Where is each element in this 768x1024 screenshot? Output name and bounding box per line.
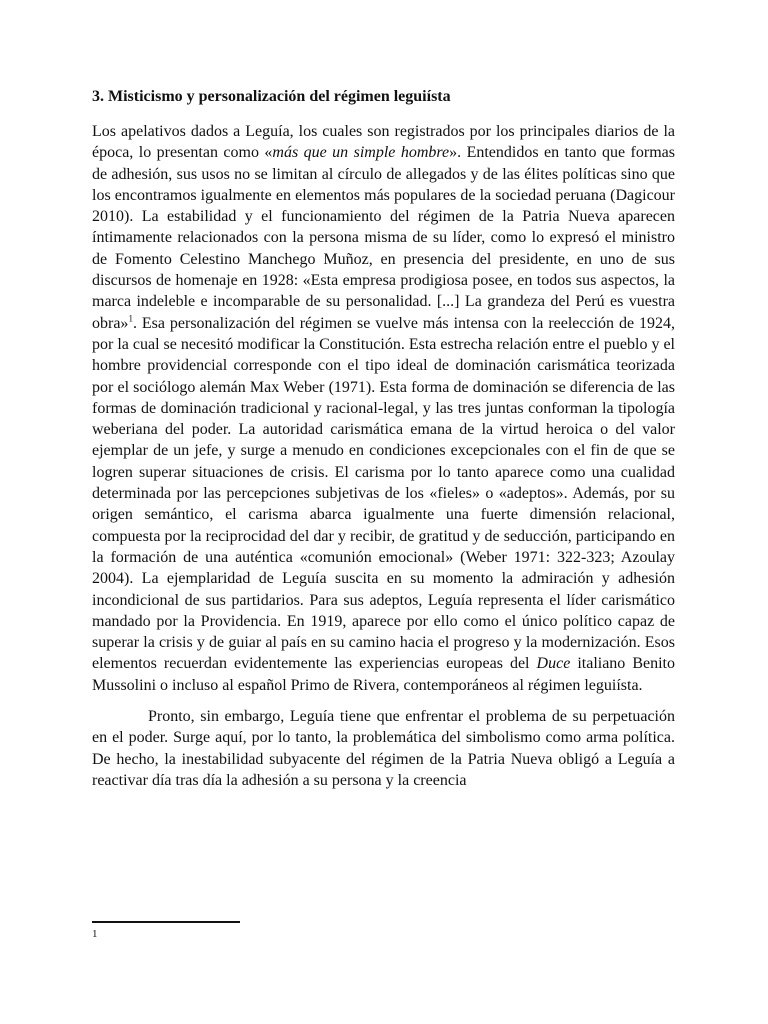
section-heading: 3. Misticismo y personalización del régimen leguiísta xyxy=(92,88,451,105)
paragraph-1-part-g: italiano Benito Mussolini o incluso al español Primo de Rivera, contemporáneos al régimen leguiísta. xyxy=(92,655,675,694)
document-page xyxy=(92,86,675,791)
paragraph-1-part-a: Los apelativos dados a Leguía, los cuales son registrados por los principales diarios de la época, lo presentan como « xyxy=(92,123,675,162)
footnote-divider xyxy=(92,921,240,923)
paragraph-1 xyxy=(92,121,675,696)
paragraph-1-part-c: ». Entendidos en tanto que formas de adhesión, sus usos no se limitan al círculo de allegados y de las élites políticas sino que los encontramos igualmente en elementos más populares de la sociedad peruana (Dagicour 2010). La estabilidad y el funcionamiento del régimen de la Patria Nueva aparecen íntimamente relacionados con la persona misma de su líder, como lo expresó el ministro de Fomento Celestino Manchego Muñoz, en presencia del presidente, en uno de sus discursos de homenaje en 1928: «Esta empresa prodigiosa posee, en todos sus aspectos, la marca indeleble e incomparable de su personalidad. [...] La grandeza del Perú es vuestra obra» xyxy=(92,144,675,332)
italic-phrase: más que un simple hombre xyxy=(272,144,450,162)
italic-duce: Duce xyxy=(536,655,571,673)
footnote-reference[interactable]: 1 xyxy=(128,313,133,324)
paragraph-1-part-e: . Esa personalización del régimen se vuelve más intensa con la reelección de 1924, por la cual se necesitó modificar la Constitución. Esta estrecha relación entre el pueblo y el hombre providencial corresponde con el tipo ideal de dominación carismática teorizada por el sociólogo alemán Max Weber (1971). Esta forma de dominación se diferencia de las formas de dominación tradicional y racional-legal, y las tres juntas conforman la tipología weberiana del poder. La autoridad carismática emana de la virtud heroica o del valor ejemplar de un jefe, y surge a menudo en condiciones excepcionales con el fin de que se logren superar situaciones de crisis. El carisma por lo tanto aparece como una cualidad determinada por las percepciones subjetivas de los «fieles» o «adeptos». Además, por su origen semántico, el carisma abarca igualmente una fuerte dimensión relacional, compuesta por la reciprocidad del dar y recibir, de gratitud y de seducción, participando en la formación de una auténtica «comunión emocional» (Weber 1971: 322-323; Azoulay 2004). La ejemplaridad de Leguía suscita en su momento la admiración y adhesión incondicional de sus partidarios. Para sus adeptos, Leguía representa el líder carismático mandado por la Providencia. En 1919, aparece por ello como el único político capaz de superar la crisis y de guiar al país en su camino hacia el progreso y la modernización. Esos elementos recuerdan evidentemente las experiencias europeas del xyxy=(92,314,675,673)
footnote-number: 1 xyxy=(92,928,98,940)
paragraph-2: Pronto, sin embargo, Leguía tiene que enfrentar el problema de su perpetuación en el poder. Surge aquí, por lo tanto, la problemática del simbolismo como arma política. De hecho, la inestabilidad subyacente del régimen de la Patria Nueva obligó a Leguía a reactivar día tras día la adhesión a su persona y la creencia xyxy=(92,708,675,789)
